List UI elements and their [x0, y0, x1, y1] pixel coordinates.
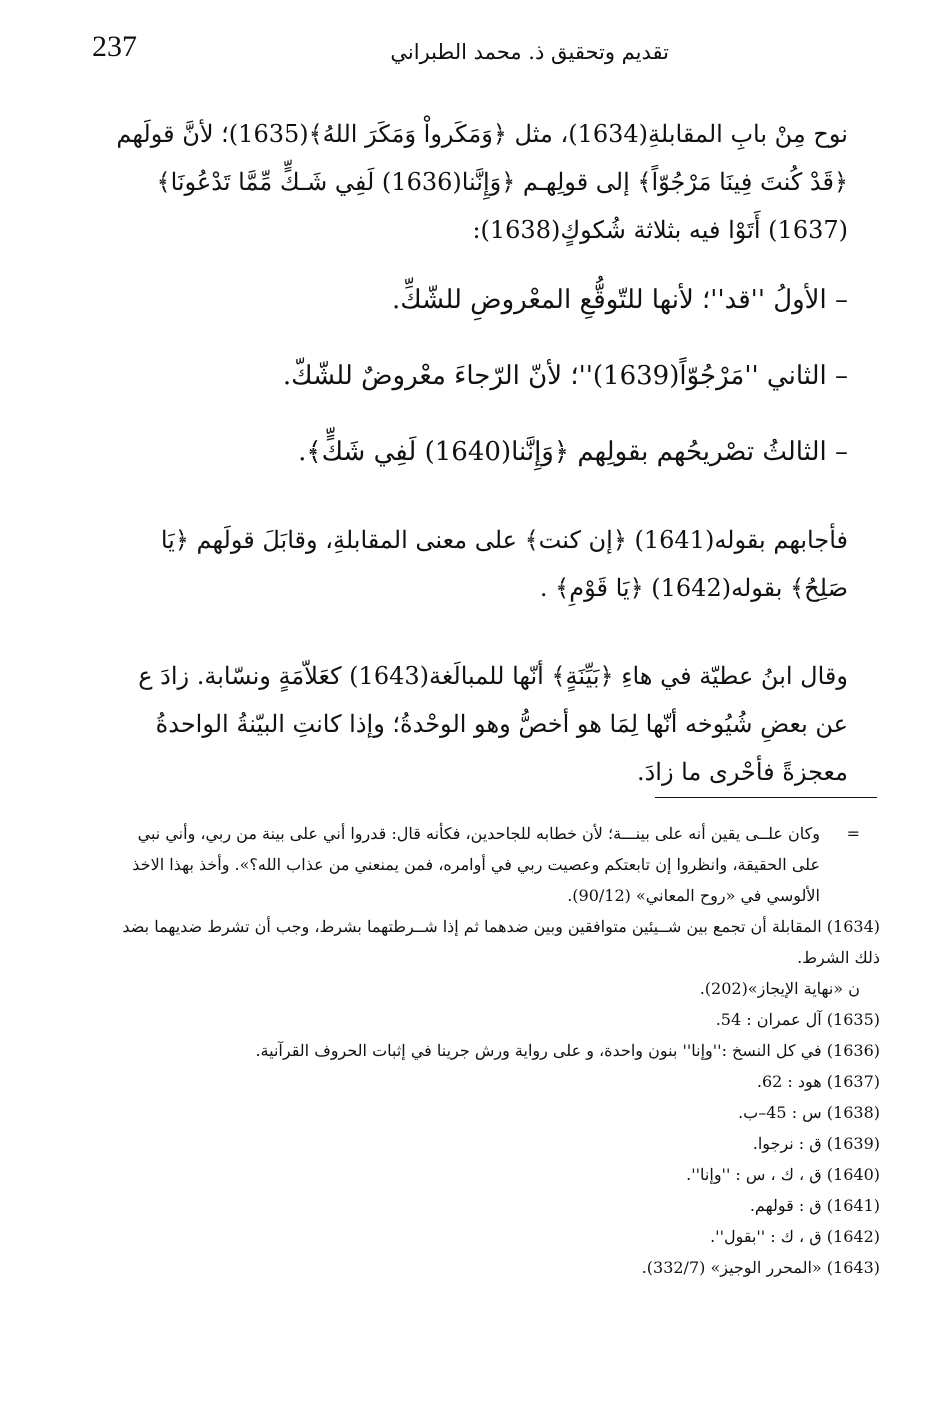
running-title: تقديم وتحقيق ذ. محمد الطبراني — [390, 40, 669, 64]
footnote: (1634) المقابلة أن تجمع بين شــيئين متوافقين وبين ضدهما ثم إذا شــرطتهما بشرط، وجب أن تشرط ضديهما بضد ذلك الشرط. — [122, 917, 880, 967]
main-text — [108, 110, 848, 796]
footnote: (1639) ق : نرجوا. — [752, 1134, 880, 1153]
continuation-marker: = — [846, 824, 860, 843]
page-number: 237 — [92, 30, 137, 63]
list-item: – الثاني ''مَرْجُوّاً(1639)''؛ لأنّ الرّجاءَ معْروضٌ للشّكّ. — [282, 361, 848, 391]
footnote: ن «نهاية الإيجاز»(202). — [699, 979, 860, 998]
footnote: (1643) «المحرر الوجيز» (332/7). — [641, 1258, 880, 1277]
footnote-separator — [655, 797, 877, 798]
footnote: (1640) ق ، ك ، س : ''وإنا''. — [686, 1165, 880, 1184]
list-item: – الأولُ ''قد''؛ لأنها للتّوقُّعِ المعْروضِ للشّكِّ. — [391, 285, 848, 315]
footnote-text: وكان علــى يقين أنه على بينـــة؛ لأن خطابه للجاحدين، فكأنه قال: قدروا أني على بينة من ربي، وأني نبي على الحقيقة، وانظروا إن تابعتكم وعصيت ربي في أوامره، فمن يمنعني من عذاب الله؟». وأخذ بهذا الاخذ الألوسي في «روح المعاني» (90/12). — [132, 824, 820, 905]
footnote: (1638) س : 45–ب. — [738, 1103, 880, 1122]
footnote: (1641) ق : قولهم. — [749, 1196, 880, 1215]
footnote: (1636) في كل النسخ :''وإنا'' بنون واحدة، و على رواية ورش جرينا في إثبات الحروف القرآنية. — [255, 1041, 880, 1060]
footnote: (1642) ق ، ك : ''بقول''. — [710, 1227, 880, 1246]
footnotes — [105, 818, 880, 1283]
footnote: (1635) آل عمران : 54. — [715, 1010, 880, 1029]
footnote: (1637) هود : 62. — [756, 1072, 880, 1091]
paragraph: نوح مِنْ بابِ المقابلةِ(1634)، مثل ﴿وَمَكَرواْ وَمَكَرَ اللهُ﴾(1635)؛ لأنَّ قولَهم ﴿قَدْ كُنتَ فِينَا مَرْجُوّاً﴾ إلى قولِهـم ﴿وَإِنَّنا(1636) لَفِي شَـكٍّ مِّمَّا تَدْعُونَا﴾(1637) أَتَوْا فيه بثلاثة شُكوكٍ(1638): — [116, 120, 848, 244]
paragraph: وقال ابنُ عطيّة في هاءِ ﴿بَيِّنَةٍ﴾ أنّها للمبالَغة(1643) كعَلاّمَةٍ ونسّابة. زادَ ع عن بعضِ شُيُوخه أنّها لِمَا هو أخصُّ وهو الوحْدةُ؛ وإذا كانتِ البيّنةُ الواحدةُ معجزةً فأحْرى ما زادَ. — [138, 662, 848, 786]
list — [108, 280, 848, 472]
footnote-continuation — [105, 818, 880, 911]
paragraph: فأجابهم بقوله(1641) ﴿إن كنت﴾ على معنى المقابلةِ، وقابَلَ قولَهم ﴿يَا صَلِحُ﴾ بقوله(1642) ﴿يَا قَوْمِ﴾ . — [160, 526, 848, 602]
list-item: – الثالثُ تصْريحُهم بقولِهم ﴿وَإِنَّنا(1640) لَفِي شَكٍّ﴾. — [298, 437, 848, 467]
